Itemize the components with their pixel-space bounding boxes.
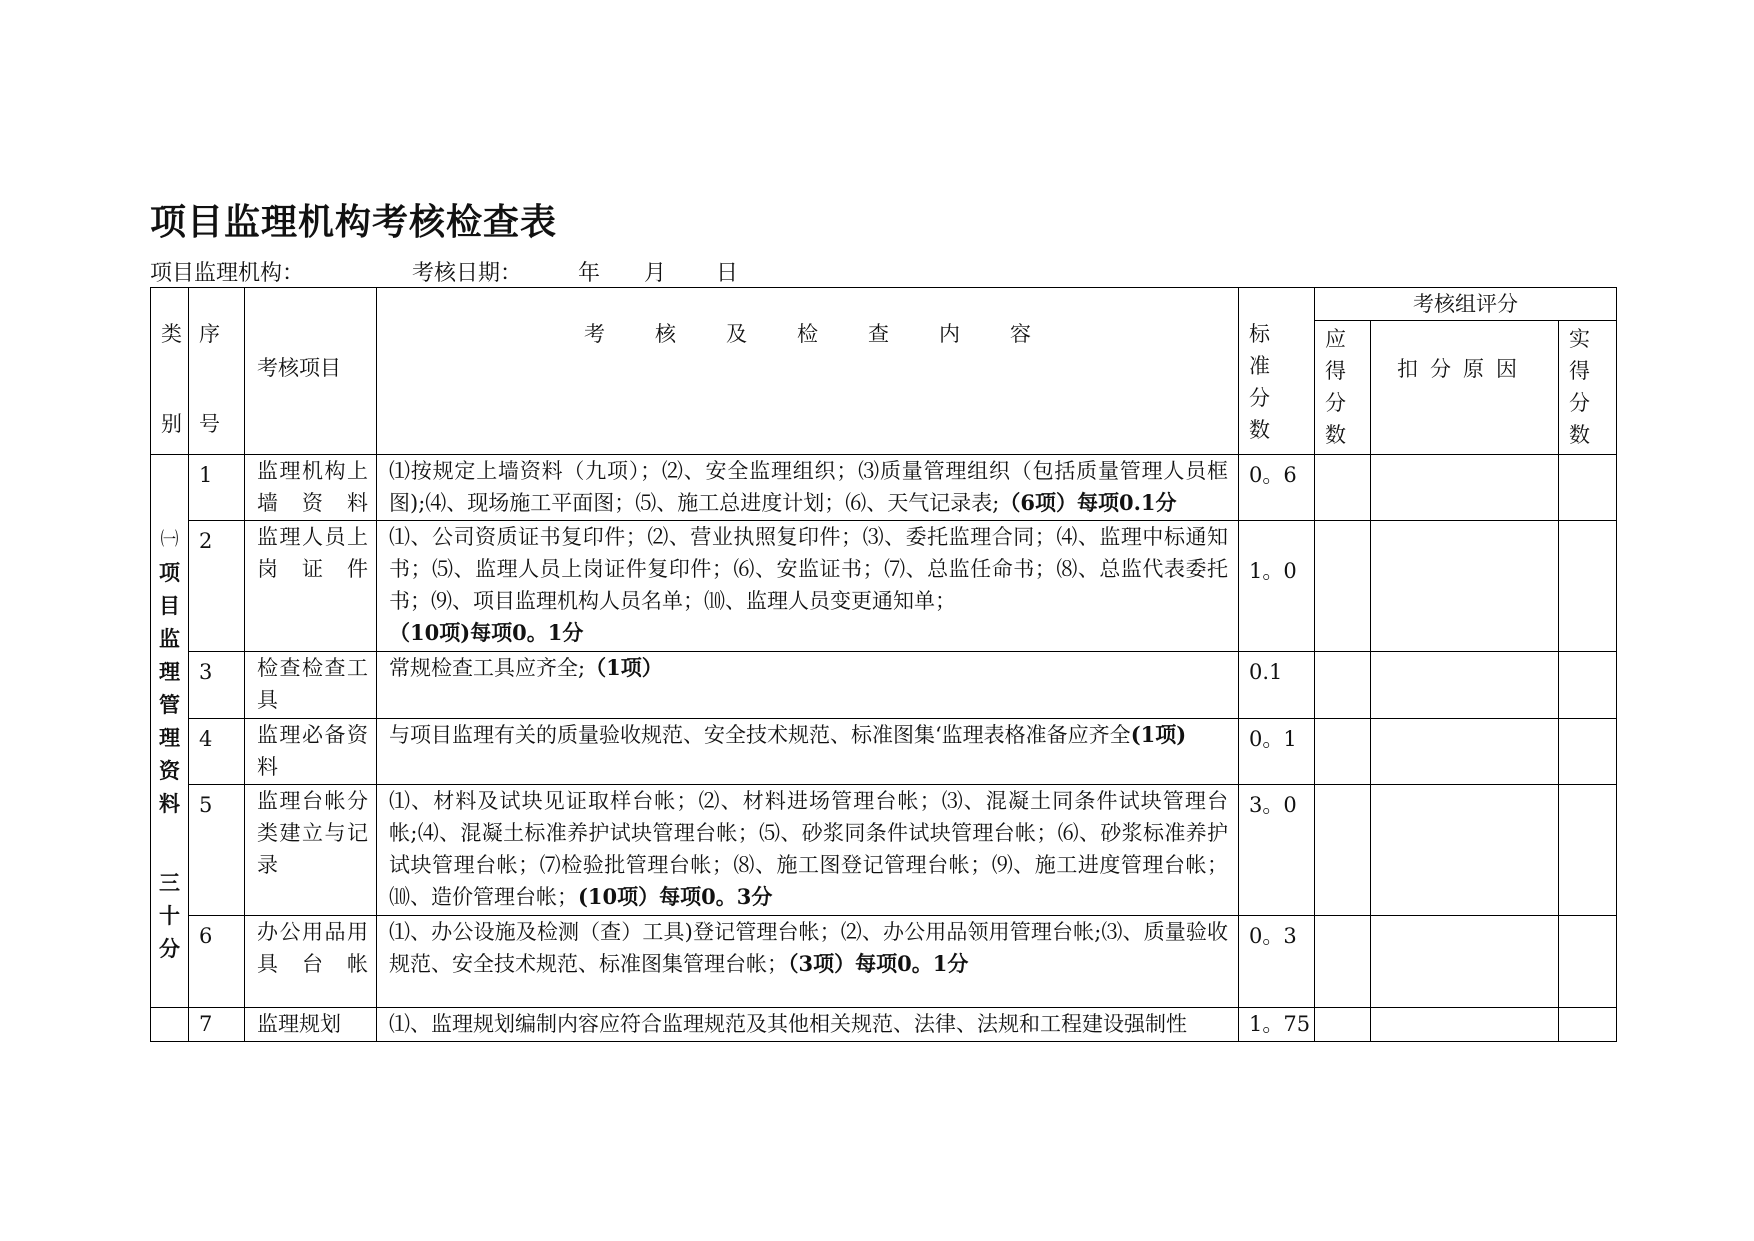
row-seq: 4: [189, 719, 245, 785]
header-group-score: 考核组评分: [1315, 288, 1617, 321]
header-seq: 序 号: [189, 288, 245, 455]
row-item: 监理必备资料: [245, 719, 377, 785]
row-item: 监理台帐分类建立与记录: [245, 785, 377, 916]
row-seq: 7: [189, 1008, 245, 1042]
row-standard-score: 1。75: [1239, 1008, 1315, 1042]
row-standard-score: 0。6: [1239, 455, 1315, 521]
row-deduction-reason-cell[interactable]: [1371, 916, 1559, 1008]
table-row: [151, 785, 1617, 916]
header-due-score: 应 得 分 数: [1315, 321, 1371, 455]
row-standard-score: 1。0: [1239, 521, 1315, 652]
row-due-score-cell[interactable]: [1315, 455, 1371, 521]
date-label: 考核日期：: [412, 261, 523, 286]
row-seq: 2: [189, 521, 245, 652]
header-actual-score: 实 得 分 数: [1559, 321, 1617, 455]
row-actual-score-cell[interactable]: [1559, 719, 1617, 785]
row-seq: 1: [189, 455, 245, 521]
row-due-score-cell[interactable]: [1315, 916, 1371, 1008]
row-standard-score: 0.1: [1239, 652, 1315, 719]
row-actual-score-cell[interactable]: [1559, 916, 1617, 1008]
row-standard-score: 0。1: [1239, 719, 1315, 785]
category-cell-empty: [151, 1008, 189, 1042]
row-actual-score-cell[interactable]: [1559, 652, 1617, 719]
row-deduction-reason-cell[interactable]: [1371, 455, 1559, 521]
row-due-score-cell[interactable]: [1315, 719, 1371, 785]
header-item: 考核项目: [245, 288, 377, 455]
row-seq: 5: [189, 785, 245, 916]
row-actual-score-cell[interactable]: [1559, 785, 1617, 916]
day-label: 日: [716, 261, 739, 286]
table-row: [151, 916, 1617, 1008]
row-due-score-cell[interactable]: [1315, 785, 1371, 916]
row-item: 监理人员上岗证件: [245, 521, 377, 652]
page-title: 项目监理机构考核检查表: [150, 202, 558, 243]
row-standard-score: 3。0: [1239, 785, 1315, 916]
row-seq: 6: [189, 916, 245, 1008]
row-deduction-reason-cell[interactable]: [1371, 1008, 1559, 1042]
row-item: 监理规划: [245, 1008, 377, 1042]
row-item: 监理机构上墙资料: [245, 455, 377, 521]
row-content: 常规检查工具应齐全;（1项）: [377, 652, 1239, 719]
row-content: ⑴、办公设施及检测（查）工具)登记管理台帐；⑵、办公用品领用管理台帐;⑶、质量验收规范、安全技术规范、标准图集管理台帐；（3项）每项0。1分: [377, 916, 1239, 1008]
org-label: 项目监理机构：: [150, 261, 305, 286]
row-deduction-reason-cell[interactable]: [1371, 719, 1559, 785]
row-deduction-reason-cell[interactable]: [1371, 652, 1559, 719]
row-due-score-cell[interactable]: [1315, 521, 1371, 652]
row-actual-score-cell[interactable]: [1559, 1008, 1617, 1042]
row-content: ⑴、监理规划编制内容应符合监理规范及其他相关规范、法律、法规和工程建设强制性: [377, 1008, 1239, 1042]
table-row: [151, 652, 1617, 719]
row-item: 办公用品用具台帐: [245, 916, 377, 1008]
table-row: [151, 1008, 1617, 1042]
row-content: ⑴、材料及试块见证取样台帐；⑵、材料进场管理台帐；⑶、混凝土同条件试块管理台帐;⑷、混凝土标准养护试块管理台帐；⑸、砂浆同条件试块管理台帐；⑹、砂浆标准养护试块管理台帐；⑺检验批管理台帐；⑻、施工图登记管理台帐；⑼、施工进度管理台帐；⑽、造价管理台帐；(10项）每项0。3分: [377, 785, 1239, 916]
inspection-table: [150, 287, 1617, 1042]
row-seq: 3: [189, 652, 245, 719]
row-actual-score-cell[interactable]: [1559, 455, 1617, 521]
row-item: 检查检查工具: [245, 652, 377, 719]
row-due-score-cell[interactable]: [1315, 652, 1371, 719]
year-label: 年: [578, 261, 601, 286]
row-actual-score-cell[interactable]: [1559, 521, 1617, 652]
row-standard-score: 0。3: [1239, 916, 1315, 1008]
header-category: 类 别: [151, 288, 189, 455]
row-content: ⑴按规定上墙资料（九项）；⑵、安全监理组织；⑶质量管理组织（包括质量管理人员框图);⑷、现场施工平面图；⑸、施工总进度计划；⑹、天气记录表;（6项）每项0.1分: [377, 455, 1239, 521]
row-deduction-reason-cell[interactable]: [1371, 785, 1559, 916]
table-row: [151, 521, 1617, 652]
category-cell: ㈠ 项 目 监 理 管 理 资 料 三 十 分: [151, 455, 189, 1008]
month-label: 月: [644, 261, 667, 286]
header-deduction-reason: 扣分原因: [1371, 321, 1559, 455]
row-due-score-cell[interactable]: [1315, 1008, 1371, 1042]
row-content: 与项目监理有关的质量验收规范、安全技术规范、标准图集‘监理表格准备应齐全(1项): [377, 719, 1239, 785]
header-standard-score: 标 准 分 数: [1239, 288, 1315, 455]
header-content: 考核及检查内容: [377, 288, 1239, 455]
table-row: [151, 719, 1617, 785]
table-row: [151, 455, 1617, 521]
row-content: ⑴、公司资质证书复印件；⑵、营业执照复印件；⑶、委托监理合同；⑷、监理中标通知书；⑸、监理人员上岗证件复印件；⑹、安监证书；⑺、总监任命书；⑻、总监代表委托书；⑼、项目监理机构人员名单；⑽、监理人员变更通知单； （10项)每项0。1分: [377, 521, 1239, 652]
row-deduction-reason-cell[interactable]: [1371, 521, 1559, 652]
